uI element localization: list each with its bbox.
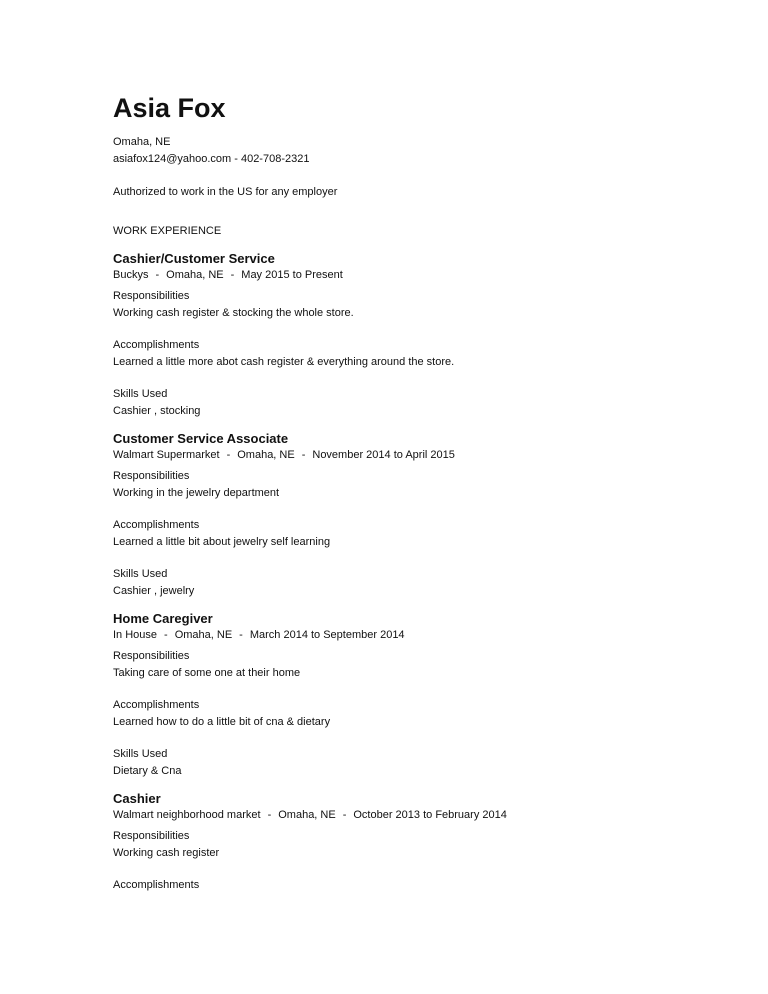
accomplishments-block [113,697,713,731]
contact-info [113,134,713,168]
skills-text: Cashier , jewelry [113,585,195,597]
job-title: Cashier [113,791,161,806]
job-title: Home Caregiver [113,611,213,626]
responsibilities-block [113,648,713,682]
work-authorization: Authorized to work in the US for any employer [113,186,338,198]
candidate-name: Asia Fox [113,93,226,123]
job-employer: Walmart neighborhood market [113,809,261,821]
skills-label: Skills Used [113,748,168,760]
job-entry [113,250,713,420]
responsibilities-block [113,828,713,862]
job-employer: Walmart Supermarket [113,449,220,461]
job-title: Cashier/Customer Service [113,251,275,266]
job-entry [113,790,713,894]
separator: - [164,629,168,641]
accomplishments-text: Learned a little bit about jewelry self learning [113,536,331,548]
accomplishments-text: Learned how to do a little bit of cna & dietary [113,716,331,728]
job-employer: In House [113,629,158,641]
responsibilities-text: Working in the jewelry department [113,487,280,499]
responsibilities-label: Responsibilities [113,470,190,482]
skills-label: Skills Used [113,388,168,400]
job-employer: Buckys [113,269,149,281]
separator: - [301,449,306,461]
job-meta [113,447,713,463]
job-dates: March 2014 to September 2014 [249,629,405,641]
job-location: Omaha, NE [278,809,336,821]
skills-block [113,566,713,600]
accomplishments-label: Accomplishments [113,519,200,531]
job-dates: May 2015 to Present [241,269,343,281]
job-entry [113,430,713,600]
resume-content [113,92,713,894]
accomplishments-label: Accomplishments [113,699,200,711]
job-location: Omaha, NE [237,449,295,461]
responsibilities-text: Working cash register & stocking the whole store. [113,307,354,319]
responsibilities-block [113,288,713,322]
separator: - [239,629,243,641]
responsibilities-label: Responsibilities [113,830,190,842]
responsibilities-text: Working cash register [113,847,220,859]
responsibilities-label: Responsibilities [113,290,190,302]
skills-text: Cashier , stocking [113,405,201,417]
job-location: Omaha, NE [166,269,224,281]
location: Omaha, NE [113,136,171,148]
job-location: Omaha, NE [174,629,233,641]
accomplishments-block [113,877,713,894]
accomplishments-block [113,517,713,551]
separator: - [230,269,235,281]
skills-block [113,746,713,780]
responsibilities-block [113,468,713,502]
responsibilities-label: Responsibilities [113,650,190,662]
accomplishments-text: Learned a little more abot cash register & everything around the store. [113,356,455,368]
accomplishments-label: Accomplishments [113,879,200,891]
separator: - [342,809,347,821]
job-dates: November 2014 to April 2015 [312,449,455,461]
job-meta [113,627,713,643]
email-phone: asiafox124@yahoo.com - 402-708-2321 [113,153,310,165]
skills-label: Skills Used [113,568,168,580]
job-meta [113,807,713,823]
separator: - [267,809,272,821]
section-heading-work-experience: WORK EXPERIENCE [113,225,222,237]
skills-block [113,386,713,420]
job-dates: October 2013 to February 2014 [353,809,507,821]
job-meta [113,267,713,283]
job-title: Customer Service Associate [113,431,289,446]
responsibilities-text: Taking care of some one at their home [113,667,301,679]
accomplishments-block [113,337,713,371]
separator: - [155,269,160,281]
separator: - [226,449,231,461]
skills-text: Dietary & Cna [113,765,182,777]
accomplishments-label: Accomplishments [113,339,200,351]
job-entry [113,610,713,780]
